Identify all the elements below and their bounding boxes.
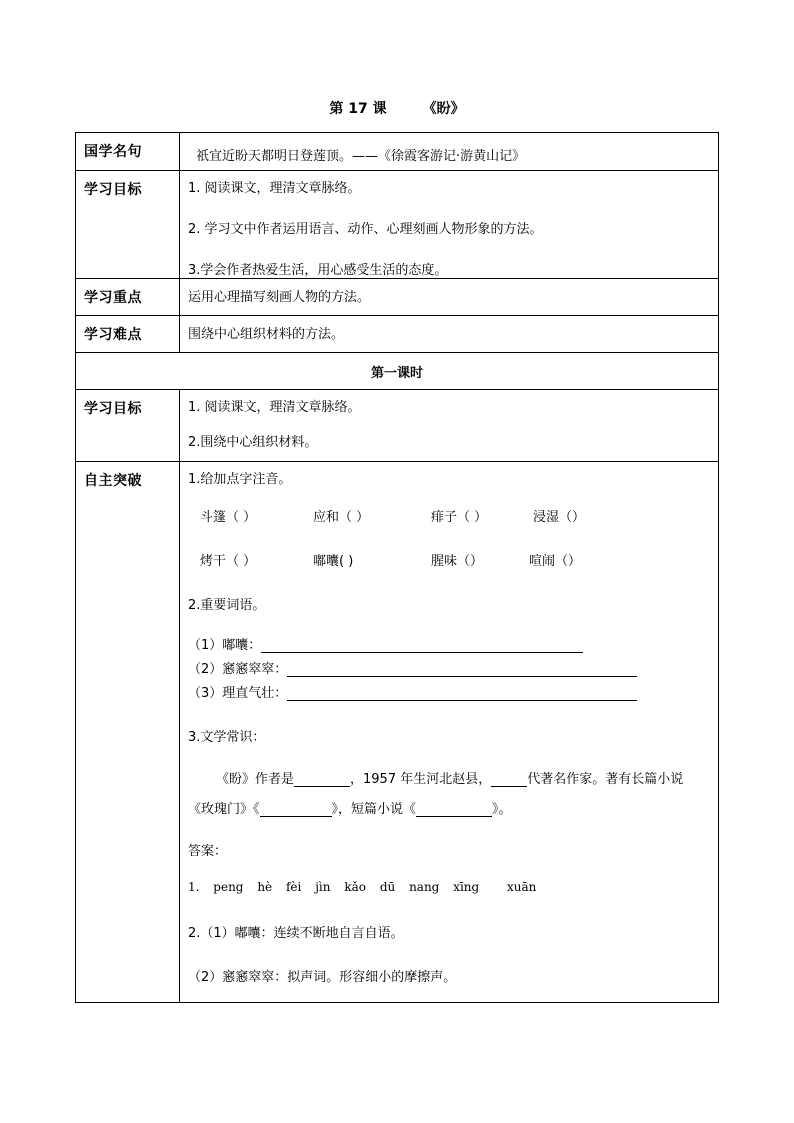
goal-item: 3.学会作者热爱生活，用心感受生活的态度。 bbox=[188, 263, 448, 278]
word-item: 嘟囔( ) bbox=[313, 554, 354, 569]
lesson-title: 《盼》 bbox=[422, 101, 465, 117]
difficulty-label: 学习难点 bbox=[76, 316, 180, 353]
answer-blank[interactable] bbox=[261, 638, 583, 653]
difficulty-row bbox=[76, 316, 719, 353]
focus-row bbox=[76, 279, 719, 316]
self-row bbox=[76, 462, 719, 1003]
vocab-item: （1）嘟囔： bbox=[188, 634, 583, 653]
goals2-label: 学习目标 bbox=[76, 390, 180, 462]
answer-pinyin: 1. peng hè fèi jìn kǎo dū nang xīng xuān bbox=[188, 880, 537, 894]
answer-label: 答案： bbox=[188, 844, 228, 859]
motto-row bbox=[76, 133, 719, 171]
word-item: 腥味（） bbox=[431, 554, 484, 569]
word-item: 斗篷（ ） bbox=[200, 510, 257, 525]
goals2-content bbox=[180, 390, 719, 462]
lit-line-2: 《玫瑰门》《 》，短篇小说《 》。 bbox=[188, 802, 512, 817]
story-blank[interactable] bbox=[416, 802, 492, 817]
word-item: 烤干（ ） bbox=[200, 554, 257, 569]
difficulty-text: 围绕中心组织材料的方法。 bbox=[188, 327, 345, 342]
goals2-row bbox=[76, 390, 719, 462]
q3-text: 3.文学常识： bbox=[188, 730, 266, 745]
vocab-item: （2）窸窸窣窣： bbox=[188, 658, 637, 677]
answer-blank[interactable] bbox=[287, 686, 637, 701]
self-label: 自主突破 bbox=[76, 462, 180, 1003]
focus-text: 运用心理描写刻画人物的方法。 bbox=[188, 290, 371, 305]
motto-text: 祇宜近盼天都明日登莲顶。——《徐霞客游记·游黄山记》 bbox=[180, 133, 719, 171]
focus-label: 学习重点 bbox=[76, 279, 180, 316]
q2-text: 2.重要词语。 bbox=[188, 598, 266, 613]
goals-row bbox=[76, 171, 719, 279]
lesson-number: 第 17 课 bbox=[329, 101, 387, 117]
lesson-table bbox=[75, 132, 719, 1003]
period-title: 第一课时 bbox=[76, 353, 719, 390]
answer-3: （2）窸窸窣窣：拟声词。形容细小的摩擦声。 bbox=[188, 970, 457, 985]
focus-content bbox=[180, 279, 719, 316]
answer-blank[interactable] bbox=[287, 662, 637, 677]
goal2-item: 2.围绕中心组织材料。 bbox=[188, 435, 318, 450]
word-item: 喧闹（） bbox=[529, 554, 582, 569]
motto-label: 国学名句 bbox=[76, 133, 180, 171]
difficulty-content bbox=[180, 316, 719, 353]
answer-2: 2.（1）嘟囔：连续不断地自言自语。 bbox=[188, 926, 404, 941]
word-item: 痱子（ ） bbox=[431, 510, 488, 525]
goals-content bbox=[180, 171, 719, 279]
word-item: 应和（ ） bbox=[313, 510, 370, 525]
goals-label: 学习目标 bbox=[76, 171, 180, 279]
page-title bbox=[0, 98, 794, 118]
author-blank[interactable] bbox=[294, 772, 350, 787]
lit-line-1: 《盼》作者是 ，1957 年生河北赵县， 代著名作家。著有长篇小说 bbox=[216, 772, 684, 787]
goal2-item: 1. 阅读课文，理清文章脉络。 bbox=[188, 400, 361, 415]
q1-text: 1.给加点字注音。 bbox=[188, 472, 292, 487]
era-blank[interactable] bbox=[491, 772, 527, 787]
word-item: 浸湿（） bbox=[533, 510, 586, 525]
novel-blank[interactable] bbox=[260, 802, 332, 817]
period-row bbox=[76, 353, 719, 390]
goal-item: 1. 阅读课文，理清文章脉络。 bbox=[188, 181, 361, 196]
goal-item: 2. 学习文中作者运用语言、动作、心理刻画人物形象的方法。 bbox=[188, 222, 543, 237]
self-content bbox=[180, 462, 719, 1003]
vocab-item: （3）理直气壮： bbox=[188, 682, 637, 701]
